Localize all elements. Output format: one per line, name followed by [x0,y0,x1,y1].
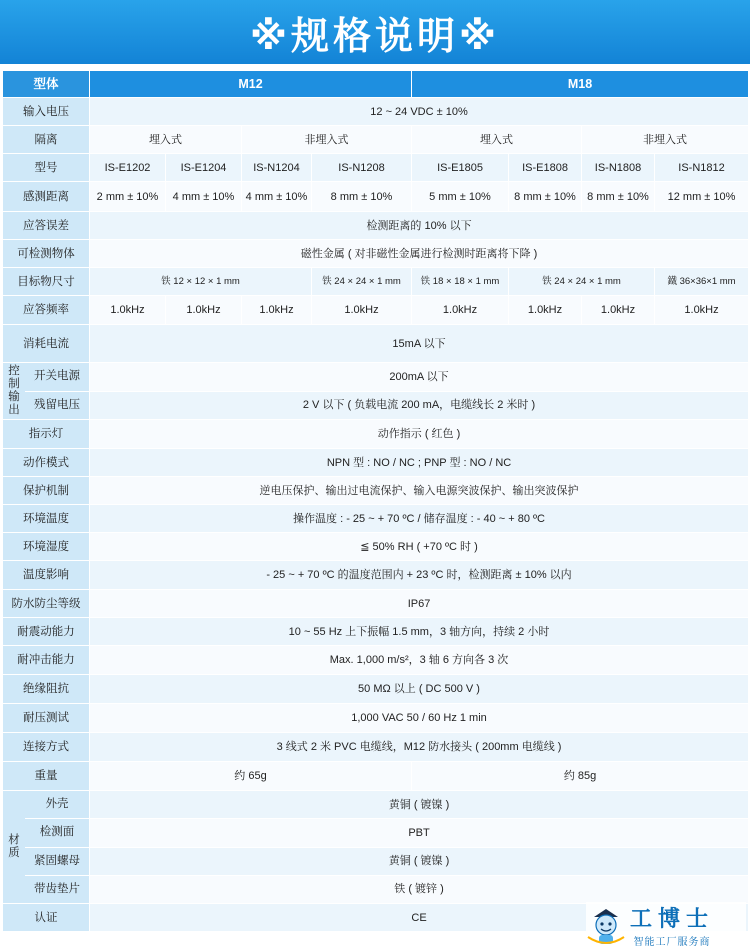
row-label: 防水防尘等级 [3,590,90,618]
row-label: 耐冲击能力 [3,646,90,675]
row-label: 检测面 [25,819,89,847]
row-label: 动作模式 [3,449,90,477]
row-value: ≦ 50% RH ( +70 ºC 时 ) [90,533,749,561]
cell: IS-N1208 [312,154,412,182]
cell: IS-E1808 [509,154,582,182]
header-row [3,71,749,98]
row-value: NPN 型 : NO / NC ; PNP 型 : NO / NC [90,449,749,477]
row-label: 认证 [3,904,90,932]
row-label: 重量 [3,762,90,791]
cell: 铁 18 × 18 × 1 mm [412,268,509,296]
row-value: 动作指示 ( 红色 ) [90,420,749,449]
row-connection [3,733,749,762]
cell: 非埋入式 [582,126,749,154]
row-sensing-distance [3,182,749,212]
material-group [3,791,90,904]
row-switch-current [3,363,749,392]
row-residual-voltage [3,391,749,420]
header-m18: M18 [412,71,749,98]
mascot-icon [586,903,626,947]
cell: 1.0kHz [412,296,509,325]
row-value: Max. 1,000 m/s²，3 轴 6 方向各 3 次 [90,646,749,675]
group-char: 控 [8,365,20,378]
row-label: 保护机制 [3,477,90,505]
cell: 鐵 36×36×1 mm [655,268,749,296]
cell: IS-E1202 [90,154,166,182]
row-value: 2 V 以下 ( 负载电流 200 mA，电缆线长 2 米时 ) [90,391,749,420]
cell: 8 mm ± 10% [582,182,655,212]
cell: 1.0kHz [90,296,166,325]
row-model [3,154,749,182]
brand-logo [586,902,746,948]
row-target-size [3,268,749,296]
cell: IS-N1204 [242,154,312,182]
group-char: 输 [8,391,20,404]
row-label: 指示灯 [3,420,90,449]
row-label: 应答误差 [3,212,90,240]
row-weight [3,762,749,791]
row-value: 1,000 VAC 50 / 60 Hz 1 min [90,704,749,733]
control-output-group [3,363,90,420]
row-insulation [3,675,749,704]
row-label: 带齿垫片 [25,876,89,903]
row-ambient-humidity [3,533,749,561]
group-char: 质 [8,847,20,860]
row-operation-mode [3,449,749,477]
brand-name: 工博士 [630,902,714,933]
row-label: 耐震动能力 [3,618,90,646]
row-value: 15mA 以下 [90,325,749,363]
group-char: 出 [8,404,20,417]
cell: 8 mm ± 10% [509,182,582,212]
row-value: - 25 ~ + 70 ºC 的温度范围内 + 23 ºC 时，检测距离 ± 10% 以内 [90,561,749,590]
cell: 1.0kHz [655,296,749,325]
row-value: 黄铜 ( 镀镍 ) [90,847,749,875]
row-value: 50 MΩ 以上 ( DC 500 V ) [90,675,749,704]
row-label: 感测距离 [3,182,90,212]
cell: 4 mm ± 10% [166,182,242,212]
row-label: 温度影响 [3,561,90,590]
spec-table [2,70,749,932]
row-indicator [3,420,749,449]
cell: 1.0kHz [242,296,312,325]
row-dielectric [3,704,749,733]
row-label: 型号 [3,154,90,182]
cell: IS-N1812 [655,154,749,182]
page-banner [0,0,750,64]
row-label: 外壳 [25,791,89,819]
row-label: 紧固螺母 [25,848,89,876]
cell: IS-E1204 [166,154,242,182]
row-value: 操作温度 : - 25 ~ + 70 ºC / 储存温度 : - 40 ~ + 80 ºC [90,505,749,533]
row-label: 耐压测试 [3,704,90,733]
row-value: CE [90,904,749,932]
cell: 埋入式 [412,126,582,154]
row-label: 输入电压 [3,98,90,126]
cell: 8 mm ± 10% [312,182,412,212]
cell: 2 mm ± 10% [90,182,166,212]
cell: IS-E1805 [412,154,509,182]
cell: 5 mm ± 10% [412,182,509,212]
row-label: 连接方式 [3,733,90,762]
row-ambient-temp [3,505,749,533]
row-protection [3,477,749,505]
cell: 12 mm ± 10% [655,182,749,212]
row-detectable-object [3,240,749,268]
row-temp-influence [3,561,749,590]
row-isolation [3,126,749,154]
cell: 埋入式 [90,126,242,154]
row-value: 10 ~ 55 Hz 上下振幅 1.5 mm，3 轴方向，持续 2 小时 [90,618,749,646]
row-value: PBT [90,819,749,847]
cell: 1.0kHz [166,296,242,325]
row-value: 3 线式 2 米 PVC 电缆线，M12 防水接头 ( 200mm 电缆线 ) [90,733,749,762]
row-material-nut [3,847,749,875]
row-value: 逆电压保护、输出过电流保护、输入电源突波保护、输出突波保护 [90,477,749,505]
weight-m18: 约 85g [412,762,749,791]
row-ip-rating [3,590,749,618]
row-material-sensing-face [3,819,749,847]
row-label: 绝缘阻抗 [3,675,90,704]
brand-tagline: 智能工厂服务商 [634,933,711,948]
row-value: 磁性金属 ( 对非磁性金属进行检测时距离将下降 ) [90,240,749,268]
row-vibration [3,618,749,646]
group-char: 制 [8,378,20,391]
row-label: 环境湿度 [3,533,90,561]
row-value: 12 ~ 24 VDC ± 10% [90,98,749,126]
row-label: 残留电压 [25,392,89,420]
row-value: 铁 ( 镀锌 ) [90,875,749,903]
row-label: 隔离 [3,126,90,154]
cell: 非埋入式 [242,126,412,154]
cell: 铁 24 × 24 × 1 mm [509,268,655,296]
weight-m12: 约 65g [90,762,412,791]
row-response-error [3,212,749,240]
row-label: 环境温度 [3,505,90,533]
group-char: 材 [8,834,20,847]
row-input-voltage [3,98,749,126]
row-material-housing [3,791,749,819]
row-material-washer [3,875,749,903]
row-value: IP67 [90,590,749,618]
row-value: 检测距离的 10% 以下 [90,212,749,240]
row-label: 消耗电流 [3,325,90,363]
cell: 1.0kHz [312,296,412,325]
cell: 铁 12 × 12 × 1 mm [90,268,312,296]
cell: 4 mm ± 10% [242,182,312,212]
header-m12: M12 [90,71,412,98]
cell: IS-N1808 [582,154,655,182]
row-shock [3,646,749,675]
cell: 1.0kHz [582,296,655,325]
row-value: 黄铜 ( 镀镍 ) [90,791,749,819]
row-label: 目标物尺寸 [3,268,90,296]
cell: 1.0kHz [509,296,582,325]
row-label: 开关电源 [25,363,89,392]
row-value: 200mA 以下 [90,363,749,392]
row-response-frequency [3,296,749,325]
row-label: 应答频率 [3,296,90,325]
banner-title: ※规格说明※ [250,5,500,60]
cell: 铁 24 × 24 × 1 mm [312,268,412,296]
row-label: 可检测物体 [3,240,90,268]
header-label: 型体 [3,71,90,98]
row-current-consumption [3,325,749,363]
